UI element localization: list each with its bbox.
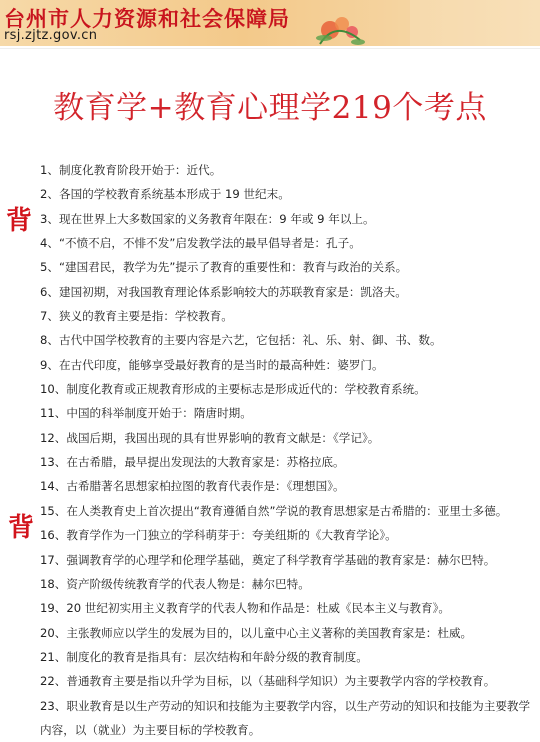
list-item: 5、“建国君民，教学为先”提示了教育的重要性和：教育与政治的关系。 [40,260,408,275]
exam-points-list [40,158,536,742]
document-title: 教育学+教育心理学219个考点 [53,90,487,126]
list-item: 9、在古代印度，能够享受最好教育的是当时的最高种姓：婆罗门。 [40,357,384,372]
site-url[interactable]: rsj.zjtz.gov.cn [4,28,98,43]
margin-mark-recite: 背 [6,206,33,236]
site-name[interactable]: 台州市人力资源和社会保障局 [4,7,290,31]
list-item: 14、古希腊著名思想家柏拉图的教育代表作是：《理想国》。 [40,479,345,494]
decorative-flower-icon [290,0,540,46]
list-item: 6、建国初期，对我国教育理论体系影响较大的苏联教育家是：凯洛夫。 [40,284,407,299]
list-item: 2、各国的学校教育系统基本形成于 19 世纪末。 [40,187,290,202]
list-item: 19、20 世纪初实用主义教育学的代表人物和作品是：杜威《民本主义与教育》。 [40,601,450,616]
list-item: 16、教育学作为一门独立的学科萌芽于：夸美纽斯的《大教育学论》。 [40,528,397,543]
header-divider [0,48,540,49]
list-item: 20、主张教师应以学生的发展为目的，以儿童中心主义著称的美国教育家是：杜威。 [40,625,473,640]
list-item: 17、强调教育学的心理学和伦理学基础，奠定了科学教育学基础的教育家是：赫尔巴特。 [40,552,496,567]
list-item: 23、职业教育是以生产劳动的知识和技能为主要教学内容，以生产劳动的知识和技能为主要教学内容，以（就业）为主要目标的学校教育。 [40,698,531,737]
list-item: 1、制度化教育阶段开始于：近代。 [40,163,222,177]
list-item: 11、中国的科举制度开始于：隋唐时期。 [40,406,252,421]
list-item: 4、“不愤不启，不悱不发”启发教学法的最早倡导者是：孔子。 [40,236,361,251]
site-header-banner [0,0,540,46]
list-item: 13、在古希腊，最早提出发现法的大教育家是：苏格拉底。 [40,455,345,470]
list-item: 21、制度化的教育是指具有：层次结构和年龄分级的教育制度。 [40,649,368,664]
list-item: 15、在人类教育史上首次提出“教育遵循自然”学说的教育思想家是古希腊的：亚里士多德。 [40,503,508,518]
list-item: 18、资产阶级传统教育学的代表人物是：赫尔巴特。 [40,576,310,591]
list-item: 10、制度化教育或正规教育形成的主要标志是形成近代的：学校教育系统。 [40,382,426,397]
list-item: 22、普通教育主要是指以升学为目标，以（基础科学知识）为主要教学内容的学校教育。 [40,674,496,689]
list-item: 3、现在世界上大多数国家的义务教育年限在：9 年或 9 年以上。 [40,211,375,226]
margin-mark-recite: 背 [8,513,35,543]
list-item: 7、狭义的教育主要是指：学校教育。 [40,309,233,324]
list-item: 12、战国后期，我国出现的具有世界影响的教育文献是：《学记》。 [40,430,380,445]
list-item: 8、古代中国学校教育的主要内容是六艺，它包括：礼、乐、射、御、书、数。 [40,333,442,348]
